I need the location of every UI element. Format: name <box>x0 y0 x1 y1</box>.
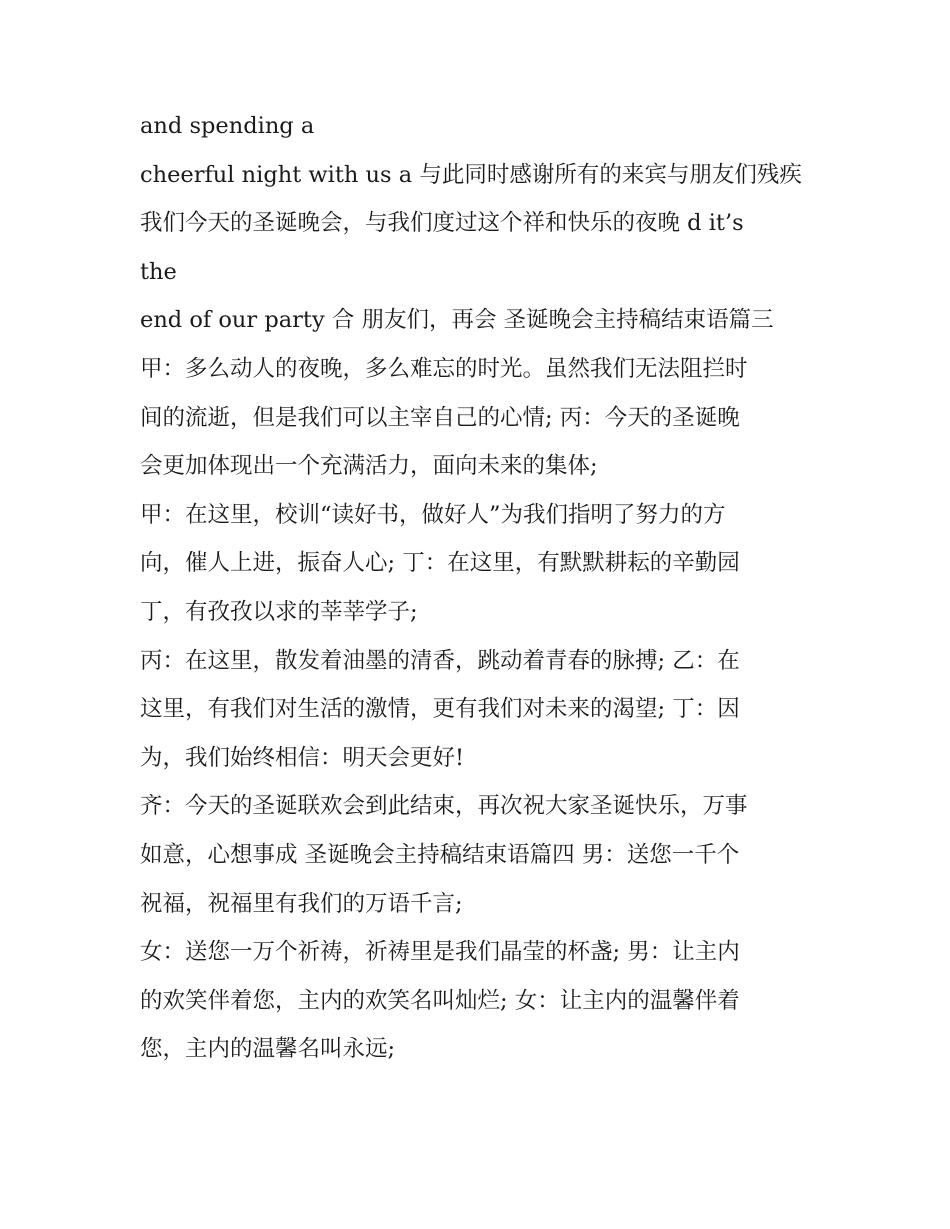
text-line: 会更加体现出一个充满活力，面向未来的集体; <box>140 453 598 480</box>
text-line: and spending a <box>140 113 315 139</box>
text-line: 我们今天的圣诞晚会，与我们度过这个祥和快乐的夜晚 d it’s <box>140 210 744 237</box>
text-line: 您，主内的温馨名叫永远; <box>140 1036 396 1063</box>
text-line: 甲：在这里，校训“读好书，做好人”为我们指明了努力的方 <box>140 501 726 528</box>
text-line: 丁，有孜孜以求的莘莘学子; <box>140 598 418 625</box>
text-line: 女：送您一万个祈祷，祈祷里是我们晶莹的杯盏; 男：让主内 <box>140 939 740 966</box>
text-line: 丙：在这里，散发着油墨的清香，跳动着青春的脉搏; 乙：在 <box>140 647 740 674</box>
text-line: 这里，有我们对生活的激情，更有我们对未来的渴望; 丁：因 <box>140 696 740 723</box>
text-line: cheerful night with us a 与此同时感谢所有的来宾与朋友们残疾 <box>140 161 802 188</box>
text-line: end of our party 合 朋友们，再会 圣诞晚会主持稿结束语篇三 <box>140 307 774 334</box>
text-line: 向，催人上进，振奋人心; 丁：在这里，有默默耕耘的辛勤园 <box>140 550 740 577</box>
text-line: 间的流逝，但是我们可以主宰自己的心情; 丙：今天的圣诞晚 <box>140 404 740 431</box>
text-line: the <box>140 258 177 285</box>
text-line: 祝福，祝福里有我们的万语千言; <box>140 890 463 917</box>
text-line: 的欢笑伴着您，主内的欢笑名叫灿烂; 女：让主内的温馨伴着 <box>140 987 740 1014</box>
text-line: 甲：多么动人的夜晚，多么难忘的时光。虽然我们无法阻拦时 <box>140 355 748 382</box>
text-line: 为，我们始终相信：明天会更好! <box>140 744 465 771</box>
text-line: 如意，心想事成 圣诞晚会主持稿结束语篇四 男：送您一千个 <box>140 841 740 868</box>
text-line: 齐：今天的圣诞联欢会到此结束，再次祝大家圣诞快乐，万事 <box>140 793 748 820</box>
document-body <box>140 102 820 1074</box>
